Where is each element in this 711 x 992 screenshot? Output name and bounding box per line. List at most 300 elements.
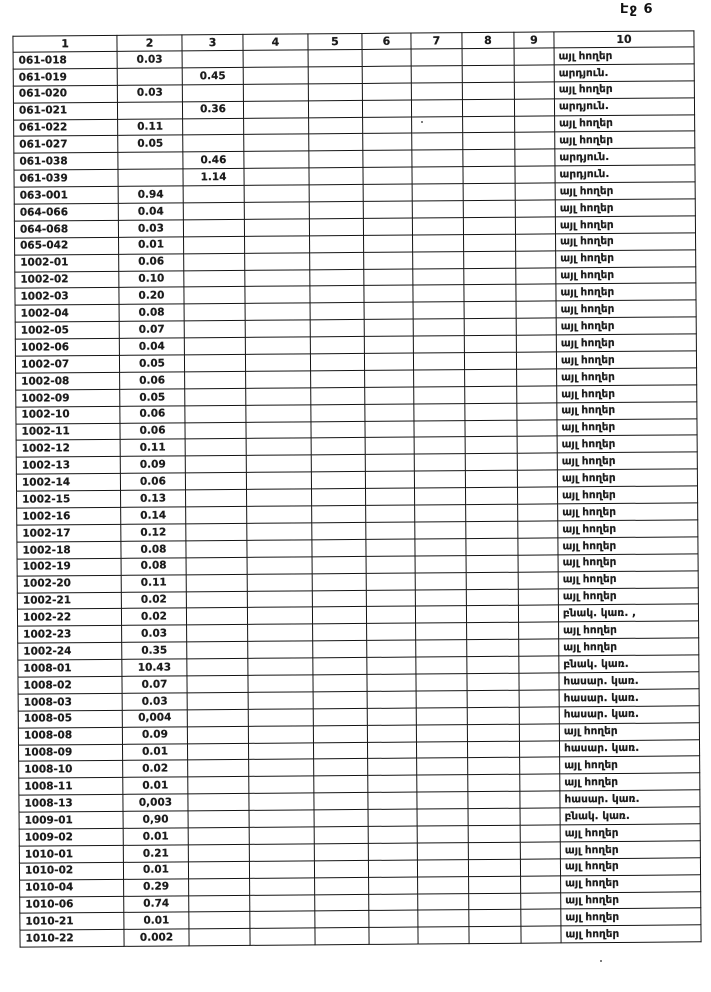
- area-col3-cell: [187, 675, 248, 692]
- empty-col7-cell: [414, 370, 465, 387]
- empty-col4-cell: [248, 692, 313, 709]
- empty-col9-cell: [518, 572, 558, 589]
- empty-col6-cell: [368, 792, 417, 809]
- empty-col6-cell: [363, 184, 412, 201]
- empty-col5-cell: [308, 100, 362, 117]
- empty-col7-cell: [415, 505, 466, 522]
- empty-col8-cell: [468, 791, 520, 808]
- area-col3-cell: [184, 304, 245, 321]
- empty-col9-cell: [517, 453, 557, 470]
- area-col3-cell: [183, 185, 244, 202]
- empty-col5-cell: [314, 776, 368, 793]
- empty-col4-cell: [246, 421, 311, 438]
- area-col3-cell: [182, 50, 243, 67]
- land-use-label-cell: այլ հողեր: [557, 452, 697, 470]
- empty-col7-cell: [416, 741, 467, 758]
- area-col2-cell: 0.94: [118, 186, 183, 203]
- parcel-id-cell: 1002-18: [17, 541, 121, 559]
- parcel-id-cell: 1008-01: [18, 659, 122, 677]
- area-col2-cell: 0.09: [122, 726, 187, 743]
- land-use-label-cell: հասար. կառ.: [559, 689, 699, 707]
- empty-col7-cell: [411, 99, 462, 116]
- empty-col5-cell: [312, 522, 366, 539]
- area-col3-cell: [188, 844, 249, 861]
- empty-col4-cell: [244, 117, 309, 134]
- empty-col9-cell: [516, 284, 556, 301]
- empty-col8-cell: [468, 859, 520, 876]
- empty-col4-cell: [246, 371, 311, 388]
- parcel-id-cell: 1002-03: [15, 288, 119, 306]
- empty-col8-cell: [465, 369, 517, 386]
- empty-col8-cell: [465, 471, 517, 488]
- empty-col7-cell: [417, 792, 468, 809]
- empty-col5-cell: [314, 759, 368, 776]
- table-body: [13, 47, 701, 948]
- parcel-id-cell: 1002-08: [16, 372, 120, 390]
- land-use-label-cell: այլ հողեր: [556, 300, 696, 318]
- empty-col9-cell: [518, 504, 558, 521]
- empty-col7-cell: [415, 572, 466, 589]
- area-col3-cell: [184, 236, 245, 253]
- empty-col6-cell: [366, 573, 415, 590]
- area-col3-cell: [189, 912, 250, 929]
- area-col3-cell: 0.46: [183, 152, 244, 169]
- empty-col4-cell: [245, 236, 310, 253]
- empty-col8-cell: [469, 910, 521, 927]
- empty-col8-cell: [469, 893, 521, 910]
- empty-col4-cell: [248, 624, 313, 641]
- empty-col8-cell: [464, 251, 516, 268]
- empty-col6-cell: [365, 488, 414, 505]
- empty-col6-cell: [364, 336, 413, 353]
- area-col3-cell: [186, 490, 247, 507]
- empty-col7-cell: [413, 251, 464, 268]
- empty-col7-cell: [416, 690, 467, 707]
- parcel-id-cell: 064-066: [14, 203, 118, 221]
- empty-col4-cell: [248, 742, 313, 759]
- parcel-id-cell: 1002-01: [15, 254, 119, 272]
- empty-col7-cell: [415, 589, 466, 606]
- parcel-id-cell: 1008-03: [18, 693, 122, 711]
- land-use-label-cell: այլ հողեր: [558, 570, 698, 588]
- empty-col5-cell: [310, 252, 364, 269]
- parcel-id-cell: 1002-02: [15, 271, 119, 289]
- empty-col9-cell: [516, 318, 556, 335]
- parcel-id-cell: 1002-14: [16, 474, 120, 492]
- empty-col9-cell: [517, 436, 557, 453]
- parcel-id-cell: 1010-04: [20, 879, 124, 897]
- land-use-label-cell: այլ հողեր: [556, 283, 696, 301]
- column-header-10: 10: [554, 31, 694, 48]
- empty-col7-cell: [413, 285, 464, 302]
- empty-col7-cell: [416, 640, 467, 657]
- empty-col7-cell: [412, 201, 463, 218]
- area-col2-cell: 0.35: [122, 642, 187, 659]
- empty-col9-cell: [515, 132, 555, 149]
- empty-col5-cell: [309, 201, 363, 218]
- empty-col8-cell: [465, 403, 517, 420]
- area-col2-cell: 0.06: [120, 372, 185, 389]
- empty-col8-cell: [467, 724, 519, 741]
- empty-col5-cell: [313, 691, 367, 708]
- parcel-id-cell: 1002-13: [16, 457, 120, 475]
- area-col2-cell: 0.03: [122, 625, 187, 642]
- empty-col7-cell: [415, 606, 466, 623]
- empty-col6-cell: [362, 100, 411, 117]
- area-col3-cell: [184, 287, 245, 304]
- area-col3-cell: [188, 861, 249, 878]
- empty-col7-cell: [412, 184, 463, 201]
- area-col3-cell: [187, 658, 248, 675]
- empty-col7-cell: [412, 150, 463, 167]
- area-col2-cell: 0,003: [123, 794, 188, 811]
- empty-col7-cell: [417, 758, 468, 775]
- empty-col7-cell: [415, 538, 466, 555]
- empty-col6-cell: [366, 556, 415, 573]
- empty-col9-cell: [519, 639, 559, 656]
- empty-col4-cell: [249, 759, 314, 776]
- parcel-id-cell: 061-022: [14, 119, 118, 137]
- parcel-id-cell: 061-027: [14, 136, 118, 154]
- parcel-id-cell: 065-042: [15, 237, 119, 255]
- empty-col4-cell: [244, 151, 309, 168]
- area-col2-cell: 0.01: [123, 777, 188, 794]
- land-use-label-cell: այլ հողեր: [556, 334, 696, 352]
- land-use-label-cell: հասար. կառ.: [560, 790, 700, 808]
- empty-col9-cell: [519, 724, 559, 741]
- empty-col8-cell: [467, 639, 519, 656]
- parcel-id-cell: 1002-09: [16, 389, 120, 407]
- empty-col7-cell: [413, 234, 464, 251]
- parcel-id-cell: 1002-23: [18, 626, 122, 644]
- empty-col5-cell: [308, 49, 362, 66]
- empty-col4-cell: [245, 320, 310, 337]
- empty-col8-cell: [463, 183, 515, 200]
- area-col3-cell: [183, 118, 244, 135]
- parcel-id-cell: 1002-05: [15, 322, 119, 340]
- area-col3-cell: [184, 253, 245, 270]
- empty-col8-cell: [465, 420, 517, 437]
- area-col2-cell: 0.08: [121, 558, 186, 575]
- empty-col4-cell: [247, 506, 312, 523]
- empty-col8-cell: [466, 538, 518, 555]
- area-col3-cell: [187, 692, 248, 709]
- area-col2-cell: 0.06: [119, 254, 184, 271]
- empty-col6-cell: [364, 319, 413, 336]
- empty-col5-cell: [311, 421, 365, 438]
- empty-col5-cell: [310, 353, 364, 370]
- area-col2-cell: 0.11: [120, 439, 185, 456]
- area-col3-cell: [183, 202, 244, 219]
- empty-col8-cell: [468, 808, 520, 825]
- parcel-id-cell: 061-018: [13, 51, 117, 69]
- area-col2-cell: 0.08: [119, 304, 184, 321]
- area-col3-cell: [188, 760, 249, 777]
- empty-col6-cell: [364, 252, 413, 269]
- empty-col9-cell: [520, 774, 560, 791]
- land-use-label-cell: այլ հողեր: [560, 773, 700, 791]
- empty-col5-cell: [315, 877, 369, 894]
- empty-col7-cell: [418, 910, 469, 927]
- empty-col7-cell: [417, 775, 468, 792]
- empty-col5-cell: [310, 269, 364, 286]
- empty-col9-cell: [516, 335, 556, 352]
- empty-col5-cell: [311, 387, 365, 404]
- area-col3-cell: [189, 895, 250, 912]
- scan-artifact: [421, 121, 423, 123]
- empty-col8-cell: [465, 386, 517, 403]
- parcel-id-cell: 1009-01: [19, 811, 123, 829]
- parcel-id-cell: 1010-06: [20, 896, 124, 914]
- empty-col4-cell: [248, 709, 313, 726]
- parcel-id-cell: 1008-08: [18, 727, 122, 745]
- column-header-6: 6: [362, 33, 411, 49]
- empty-col4-cell: [250, 928, 315, 945]
- empty-col6-cell: [367, 691, 416, 708]
- empty-col5-cell: [309, 117, 363, 134]
- empty-col4-cell: [243, 84, 308, 101]
- empty-col4-cell: [249, 844, 314, 861]
- land-use-label-cell: այլ հողեր: [555, 114, 695, 132]
- parcel-id-cell: 1009-02: [19, 828, 123, 846]
- column-header-9: 9: [514, 32, 554, 48]
- parcel-id-cell: 1002-22: [17, 609, 121, 627]
- land-use-label-cell: հասար. կառ.: [559, 706, 699, 724]
- empty-col8-cell: [463, 200, 515, 217]
- empty-col4-cell: [245, 337, 310, 354]
- area-col2-cell: 0.14: [121, 507, 186, 524]
- empty-col8-cell: [462, 65, 514, 82]
- empty-col7-cell: [414, 454, 465, 471]
- parcel-id-cell: 1002-19: [17, 558, 121, 576]
- empty-col9-cell: [519, 622, 559, 639]
- empty-col5-cell: [315, 928, 369, 945]
- empty-col5-cell: [311, 370, 365, 387]
- land-use-label-cell: այլ հողեր: [557, 469, 697, 487]
- empty-col4-cell: [247, 590, 312, 607]
- empty-col7-cell: [418, 876, 469, 893]
- land-use-label-cell: այլ հողեր: [557, 402, 697, 420]
- area-col3-cell: 0.36: [182, 101, 243, 118]
- empty-col6-cell: [363, 167, 412, 184]
- parcel-id-cell: 1010-02: [19, 862, 123, 880]
- area-col3-cell: [184, 270, 245, 287]
- area-col2-cell: 0.11: [118, 118, 183, 135]
- empty-col6-cell: [369, 894, 418, 911]
- empty-col5-cell: [312, 505, 366, 522]
- empty-col4-cell: [249, 827, 314, 844]
- empty-col6-cell: [365, 471, 414, 488]
- empty-col8-cell: [466, 521, 518, 538]
- empty-col5-cell: [309, 134, 363, 151]
- area-col3-cell: [186, 506, 247, 523]
- empty-col8-cell: [464, 268, 516, 285]
- empty-col4-cell: [247, 540, 312, 557]
- empty-col5-cell: [313, 708, 367, 725]
- land-use-label-cell: այլ հողեր: [560, 858, 700, 876]
- land-use-label-cell: այլ հողեր: [558, 587, 698, 605]
- empty-col9-cell: [516, 301, 556, 318]
- empty-col5-cell: [311, 438, 365, 455]
- parcel-id-cell: 1008-13: [19, 795, 123, 813]
- empty-col7-cell: [411, 66, 462, 83]
- area-col2-cell: 0.03: [118, 220, 183, 237]
- parcel-id-cell: 1002-11: [16, 423, 120, 441]
- empty-col8-cell: [463, 150, 515, 167]
- empty-col5-cell: [314, 843, 368, 860]
- empty-col5-cell: [311, 455, 365, 472]
- empty-col8-cell: [468, 825, 520, 842]
- empty-col7-cell: [415, 522, 466, 539]
- empty-col8-cell: [467, 707, 519, 724]
- empty-col7-cell: [412, 116, 463, 133]
- empty-col4-cell: [243, 101, 308, 118]
- empty-col8-cell: [464, 352, 516, 369]
- area-col3-cell: [189, 929, 250, 946]
- land-use-label-cell: այլ հողեր: [555, 131, 695, 149]
- area-col2-cell: 0.02: [121, 591, 186, 608]
- area-col2-cell: 0.06: [120, 422, 185, 439]
- area-col3-cell: 1.14: [183, 169, 244, 186]
- empty-col9-cell: [514, 82, 554, 99]
- area-col3-cell: [186, 591, 247, 608]
- empty-col6-cell: [367, 742, 416, 759]
- empty-col4-cell: [244, 202, 309, 219]
- parcel-id-cell: 1002-15: [17, 491, 121, 509]
- area-col3-cell: [188, 827, 249, 844]
- empty-col5-cell: [310, 320, 364, 337]
- area-col3-cell: 0.45: [182, 67, 243, 84]
- area-col2-cell: 0.04: [119, 338, 184, 355]
- empty-col8-cell: [464, 302, 516, 319]
- empty-col8-cell: [462, 99, 514, 116]
- empty-col4-cell: [245, 303, 310, 320]
- empty-col8-cell: [464, 285, 516, 302]
- area-col3-cell: [187, 709, 248, 726]
- area-col2-cell: 0.02: [121, 608, 186, 625]
- area-col2-cell: 0.74: [124, 895, 189, 912]
- empty-col6-cell: [364, 269, 413, 286]
- empty-col9-cell: [521, 892, 561, 909]
- empty-col9-cell: [517, 487, 557, 504]
- area-col2-cell: 0.04: [118, 203, 183, 220]
- parcel-id-cell: 1010-21: [20, 913, 124, 931]
- empty-col6-cell: [364, 353, 413, 370]
- empty-col8-cell: [463, 116, 515, 133]
- empty-col5-cell: [312, 556, 366, 573]
- land-use-label-cell: այլ հողեր: [554, 81, 694, 99]
- empty-col6-cell: [365, 370, 414, 387]
- parcel-id-cell: 1008-09: [18, 744, 122, 762]
- empty-col4-cell: [244, 185, 309, 202]
- land-use-label-cell: այլ հողեր: [558, 520, 698, 538]
- area-col2-cell: 0.06: [120, 406, 185, 423]
- empty-col6-cell: [363, 150, 412, 167]
- empty-col7-cell: [413, 268, 464, 285]
- empty-col6-cell: [363, 134, 412, 151]
- empty-col5-cell: [315, 911, 369, 928]
- empty-col9-cell: [515, 183, 555, 200]
- empty-col9-cell: [518, 605, 558, 622]
- area-col3-cell: [185, 405, 246, 422]
- empty-col7-cell: [414, 386, 465, 403]
- empty-col6-cell: [367, 623, 416, 640]
- land-use-label-cell: արդյուն.: [555, 165, 695, 183]
- empty-col9-cell: [516, 234, 556, 251]
- empty-col5-cell: [313, 725, 367, 742]
- empty-col7-cell: [411, 82, 462, 99]
- area-col2-cell: 0.02: [123, 760, 188, 777]
- empty-col8-cell: [464, 318, 516, 335]
- empty-col7-cell: [412, 218, 463, 235]
- column-header-5: 5: [308, 33, 362, 49]
- empty-col7-cell: [418, 893, 469, 910]
- empty-col7-cell: [416, 707, 467, 724]
- area-col2-cell: 0.12: [121, 524, 186, 541]
- empty-col6-cell: [367, 708, 416, 725]
- empty-col7-cell: [411, 49, 462, 66]
- empty-col8-cell: [468, 842, 520, 859]
- empty-col5-cell: [310, 337, 364, 354]
- empty-col9-cell: [518, 588, 558, 605]
- table-scan-area: [12, 30, 700, 948]
- empty-col5-cell: [310, 303, 364, 320]
- empty-col7-cell: [416, 623, 467, 640]
- parcel-id-cell: 061-021: [13, 102, 117, 120]
- land-use-label-cell: հասար. կառ.: [559, 739, 699, 757]
- empty-col7-cell: [416, 674, 467, 691]
- empty-col6-cell: [369, 877, 418, 894]
- empty-col6-cell: [368, 826, 417, 843]
- area-col3-cell: [185, 422, 246, 439]
- land-use-label-cell: այլ հողեր: [556, 250, 696, 268]
- area-col2-cell: 0.09: [120, 456, 185, 473]
- empty-col7-cell: [417, 809, 468, 826]
- empty-col8-cell: [463, 217, 515, 234]
- area-col2-cell: 0.08: [121, 541, 186, 558]
- empty-col5-cell: [309, 218, 363, 235]
- area-col2-cell: 0.03: [117, 51, 182, 68]
- empty-col6-cell: [367, 725, 416, 742]
- empty-col6-cell: [363, 201, 412, 218]
- empty-col5-cell: [311, 404, 365, 421]
- empty-col4-cell: [250, 911, 315, 928]
- empty-col7-cell: [414, 488, 465, 505]
- empty-col9-cell: [515, 217, 555, 234]
- empty-col4-cell: [245, 269, 310, 286]
- area-col3-cell: [185, 388, 246, 405]
- area-col3-cell: [189, 878, 250, 895]
- land-use-label-cell: այլ հողեր: [559, 722, 699, 740]
- land-use-label-cell: այլ հողեր: [555, 216, 695, 234]
- empty-col4-cell: [245, 354, 310, 371]
- land-use-label-cell: արդյուն.: [555, 148, 695, 166]
- empty-col6-cell: [363, 117, 412, 134]
- area-col2-cell: 10.43: [122, 659, 187, 676]
- empty-col5-cell: [309, 168, 363, 185]
- land-use-label-cell: այլ հողեր: [555, 199, 695, 217]
- empty-col5-cell: [311, 489, 365, 506]
- land-use-label-cell: այլ հողեր: [559, 621, 699, 639]
- empty-col6-cell: [367, 657, 416, 674]
- empty-col6-cell: [369, 910, 418, 927]
- parcel-id-cell: 1010-22: [20, 930, 124, 948]
- area-col2-cell: 0.11: [121, 574, 186, 591]
- area-col3-cell: [186, 574, 247, 591]
- empty-col4-cell: [245, 253, 310, 270]
- parcel-id-cell: 1002-12: [16, 440, 120, 458]
- empty-col4-cell: [246, 472, 311, 489]
